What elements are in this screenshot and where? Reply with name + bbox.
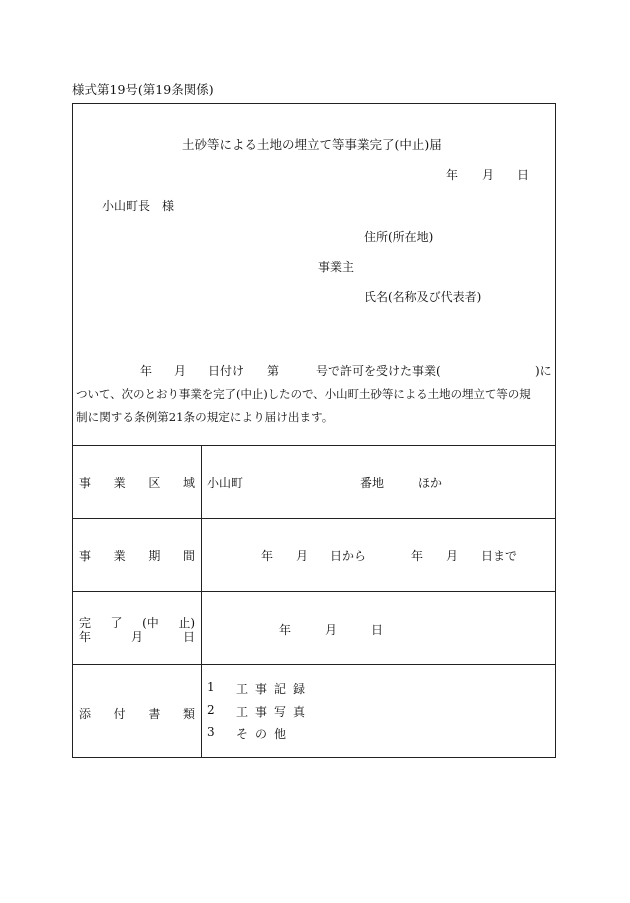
business-owner-label: 事業主 <box>318 260 355 274</box>
attachment-item-number: 1 <box>207 680 215 694</box>
attachment-item-1 <box>236 680 305 697</box>
body-no-prefix: 第 <box>267 364 280 378</box>
area-label <box>79 474 195 491</box>
completion-label-char: 完 <box>79 616 92 630</box>
area-label-char: 業 <box>113 476 126 490</box>
period-from-month: 月 <box>296 549 309 563</box>
completion-label-bottom <box>79 628 195 645</box>
attachments-label-char: 書 <box>148 707 161 721</box>
period-to-year: 年 <box>411 549 424 563</box>
attachments-label-char: 添 <box>79 707 92 721</box>
period-label-char: 事 <box>79 549 92 563</box>
completion-label-char: 月 <box>130 630 143 644</box>
divider <box>72 518 556 519</box>
body-close: )に <box>535 364 552 378</box>
period-from-year: 年 <box>261 549 274 563</box>
date-day: 日 <box>517 168 530 182</box>
body-line-2: ついて、次のとおり事業を完了(中止)したので、小山町土砂等による土地の埋立て等の規 <box>76 387 531 401</box>
attachment-char: 記 <box>274 682 287 696</box>
attachment-item-number: 3 <box>207 725 215 739</box>
attachment-char: 事 <box>255 682 268 696</box>
completion-year: 年 <box>279 623 292 637</box>
attachment-char: 録 <box>293 682 306 696</box>
body-line-3: 制に関する条例第21条の規定により届け出ます。 <box>76 410 334 424</box>
body-year: 年 <box>140 364 153 378</box>
divider <box>72 664 556 665</box>
date-month: 月 <box>482 168 495 182</box>
completion-label-char: 年 <box>79 630 92 644</box>
attachment-item-2 <box>236 703 305 720</box>
area-hoka: ほか <box>418 476 443 490</box>
period-label-char: 間 <box>182 549 195 563</box>
divider <box>72 445 556 446</box>
attachment-char: そ <box>236 727 249 741</box>
addressee: 小山町長 様 <box>102 199 175 213</box>
form-title: 土砂等による土地の埋立て等事業完了(中止)届 <box>182 137 442 152</box>
form-number: 様式第19号(第19条関係) <box>72 82 214 97</box>
address-label: 住所(所在地) <box>364 230 434 244</box>
area-town: 小山町 <box>207 476 244 490</box>
attachment-char: 写 <box>274 705 287 719</box>
attachment-char: 工 <box>236 705 249 719</box>
period-label-char: 期 <box>148 549 161 563</box>
completion-label-char: 了 <box>110 616 123 630</box>
attachments-label-char: 類 <box>182 707 195 721</box>
period-to-day: 日まで <box>481 549 518 563</box>
period-label-char: 業 <box>113 549 126 563</box>
attachment-item-number: 2 <box>207 703 215 717</box>
body-day: 日付け <box>208 364 245 378</box>
body-permit-text: 号で許可を受けた事業( <box>316 364 441 378</box>
period-from-day: 日から <box>330 549 367 563</box>
attachment-char: 他 <box>274 727 287 741</box>
attachment-char: 事 <box>255 705 268 719</box>
body-month: 月 <box>174 364 187 378</box>
attachments-label-char: 付 <box>113 707 126 721</box>
attachments-label <box>79 705 195 722</box>
divider <box>72 591 556 592</box>
completion-label-char: 止) <box>178 616 195 630</box>
area-label-char: 事 <box>79 476 92 490</box>
completion-month: 月 <box>325 623 338 637</box>
attachment-char: の <box>255 727 268 741</box>
completion-label-char: (中 <box>142 616 159 630</box>
area-banchi: 番地 <box>360 476 385 490</box>
attachment-item-3 <box>236 725 286 742</box>
area-label-char: 域 <box>182 476 195 490</box>
completion-label-char: 日 <box>182 630 195 644</box>
period-to-month: 月 <box>446 549 459 563</box>
name-label: 氏名(名称及び代表者) <box>364 290 482 304</box>
completion-day: 日 <box>371 623 384 637</box>
date-year: 年 <box>446 168 459 182</box>
column-divider <box>201 445 202 758</box>
attachment-char: 真 <box>293 705 306 719</box>
attachment-char: 工 <box>236 682 249 696</box>
area-label-char: 区 <box>148 476 161 490</box>
period-label <box>79 547 195 564</box>
